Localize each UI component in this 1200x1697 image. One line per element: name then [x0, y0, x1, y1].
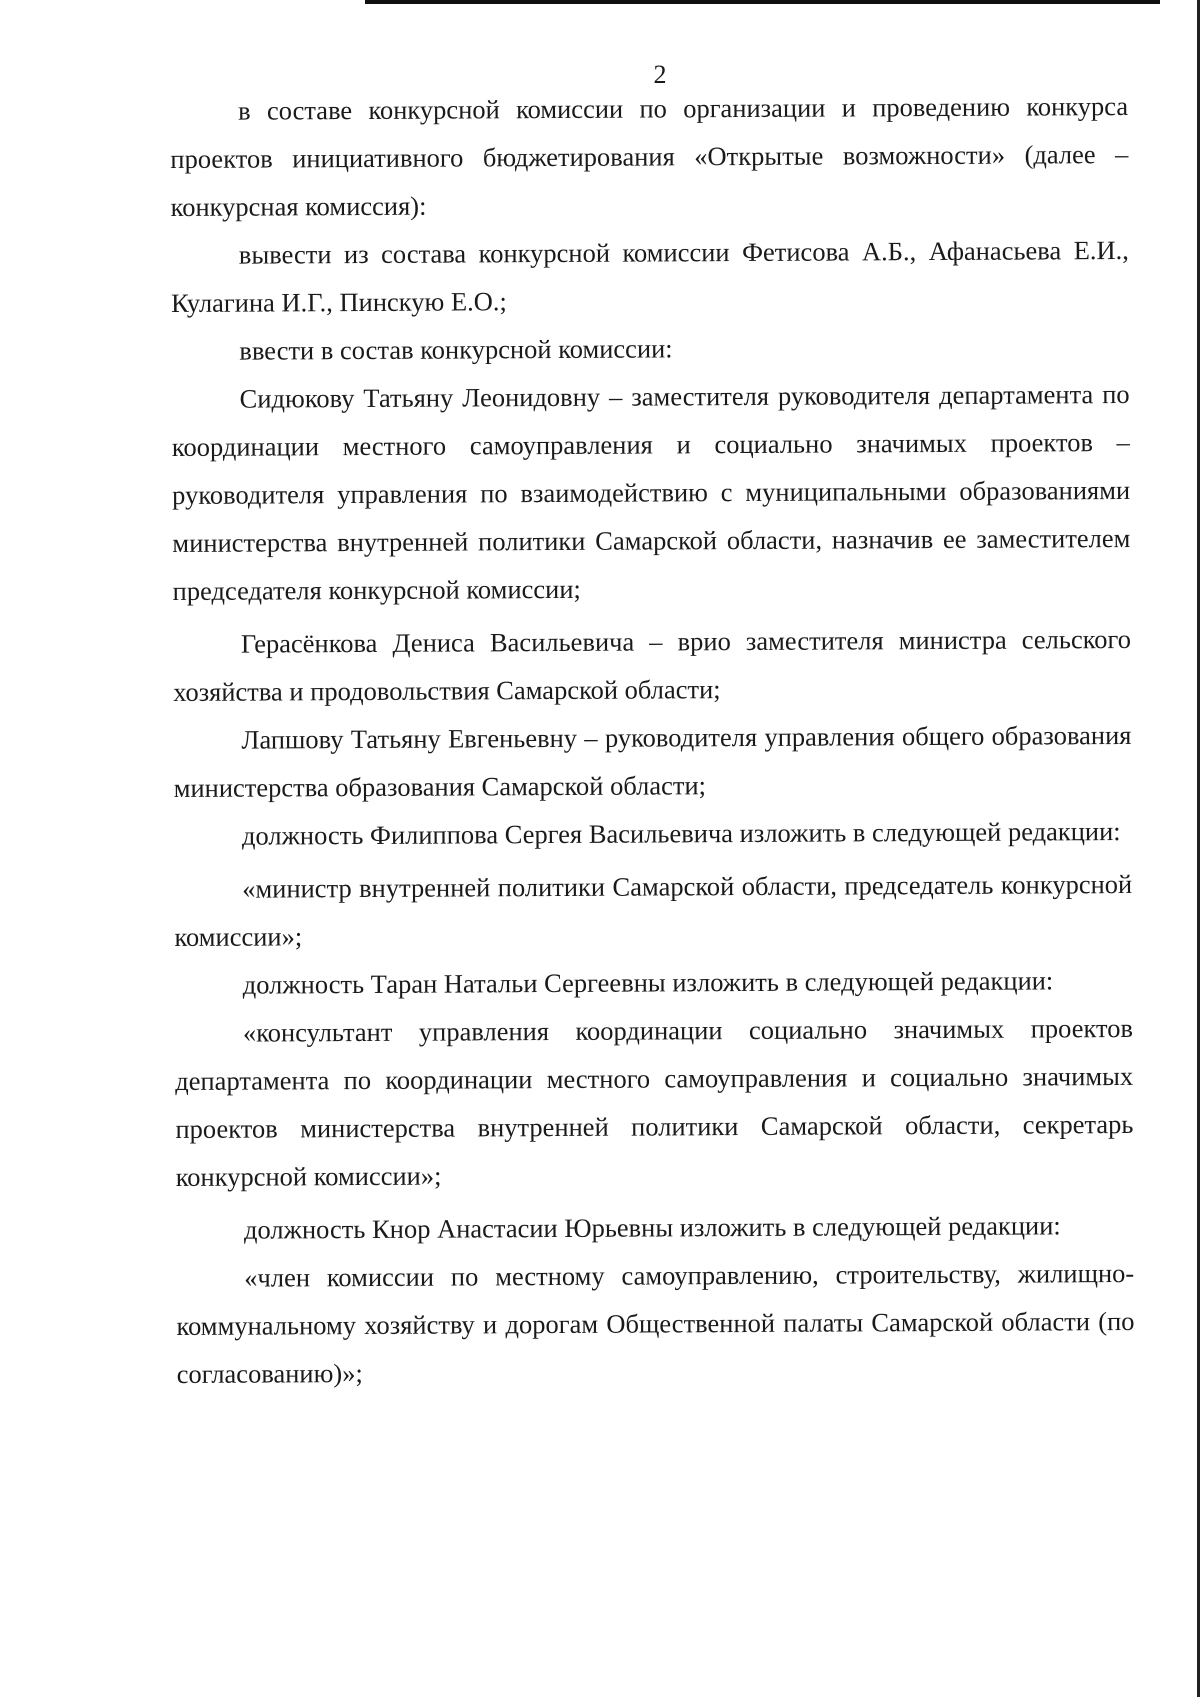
- paragraph-position-knor: должность Кнор Анастасии Юрьевны изложить в следующей редакции:: [243, 1210, 1061, 1245]
- paragraph-add-members: ввести в состав конкурсной комиссии:: [239, 333, 673, 366]
- page-number: 2: [653, 60, 667, 89]
- paragraph-member-sidyukova: Сидюкову Татьяну Леонидовну – заместителя руководителя департамента по координации местного самоуправления и социально значимых проектов – руководителя управления по взаимодействию с муниципальными образованиями министерства внутренней политики Самарской области, назначив ее заместителем председателя конкурсной комиссии;: [171, 378, 1131, 606]
- paragraph-position-filippov: должность Филиппова Сергея Васильевича изложить в следующей редакции:: [241, 816, 1121, 851]
- document-body: [170, 82, 1135, 1398]
- paragraph-member-lapshova: Лапшову Татьяну Евгеньевну – руководителя управления общего образования министерства образования Самарской области;: [173, 719, 1132, 803]
- paragraph-remove-members: вывести из состава конкурсной комиссии Фетисова А.Б., Афанасьева Е.И., Кулагина И.Г., Пинскую Е.О.;: [171, 234, 1129, 318]
- paragraph-position-knor-text: «член комиссии по местному самоуправлению, строительству, жилищно-коммунальному хозяйству и дорогам Общественной палаты Самарской области (по согласованию)»;: [176, 1257, 1135, 1389]
- paragraph-member-gerasenkov: Герасёнкова Дениса Васильевича – врио заместителя министра сельского хозяйства и продовольствия Самарской области;: [173, 623, 1131, 707]
- paragraph-position-filippov-text: «министр внутренней политики Самарской области, председатель конкурсной комиссии»;: [174, 868, 1133, 952]
- paragraph-position-taran-text: «консультант управления координации социально значимых проектов департамента по координации местного самоуправления и социально значимых проектов министерства внутренней политики Самарской области, секретарь конкурсной комиссии»;: [175, 1012, 1134, 1192]
- paragraph-commission-intro: в составе конкурсной комиссии по организации и проведению конкурса проектов инициативного бюджетирования «Открытые возможности» (далее – конкурсная комиссия):: [170, 90, 1129, 222]
- paragraph-position-taran: должность Таран Натальи Сергеевны изложить в следующей редакции:: [242, 965, 1054, 1000]
- top-scan-border: [365, 0, 1160, 4]
